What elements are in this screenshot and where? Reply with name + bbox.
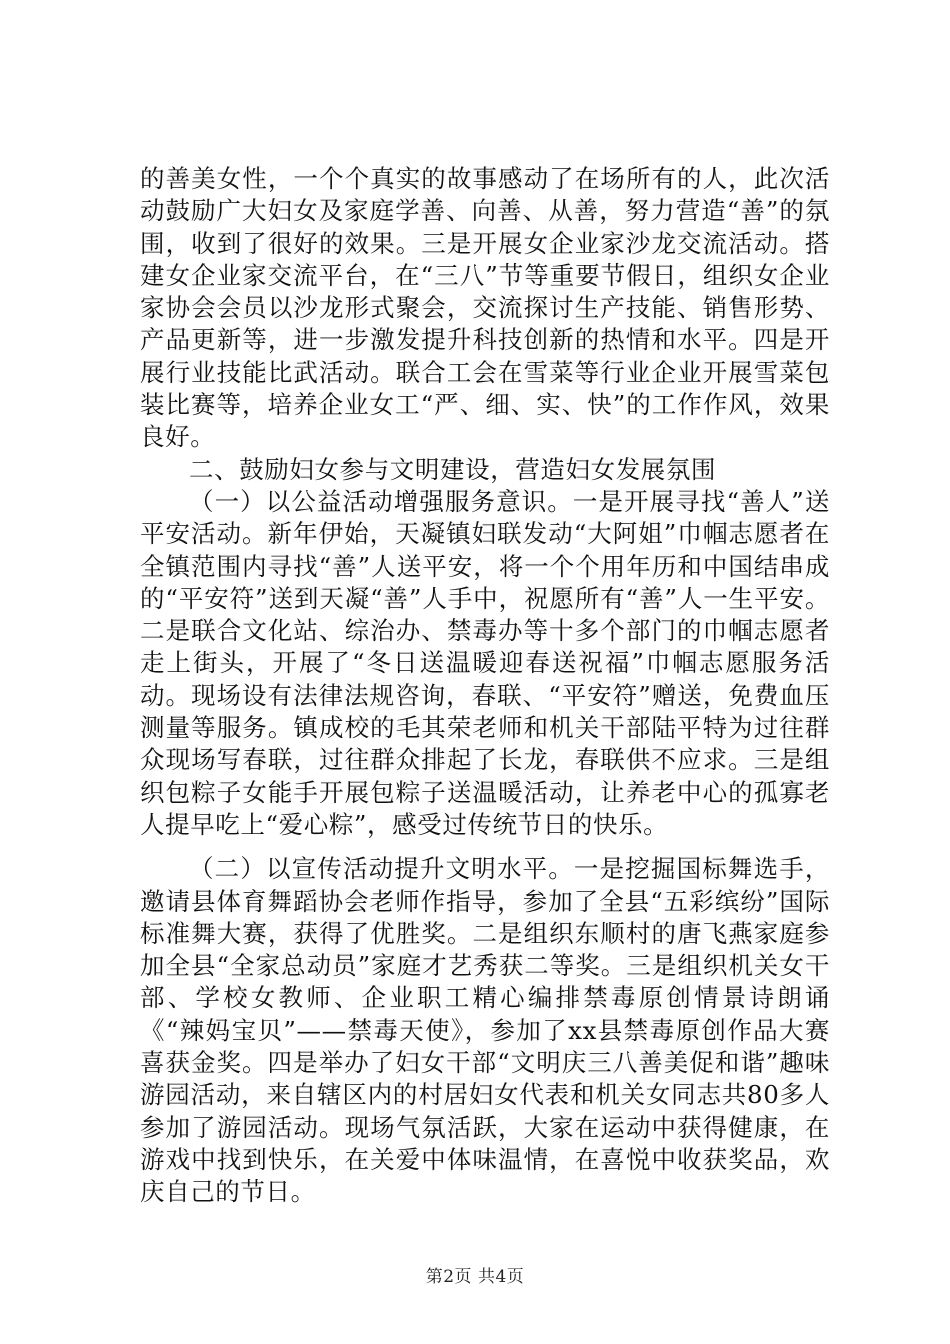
page-footer: 第2页 共4页	[425, 1267, 525, 1287]
section-heading: 二、鼓励妇女参与文明建设，营造妇女发展氛围	[189, 454, 717, 484]
paragraph-continuation: 的善美女性，一个个真实的故事感动了在场所有的人，此次活动鼓励广大妇女及家庭学善、向善、从善，努力营造“善”的氛围，收到了很好的效果。三是开展女企业家沙龙交流活动。搭建女企业家交流平台，在“三八”节等重要节假日，组织女企业家协会会员以沙龙形式聚会，交流探讨生产技能、销售形势、产品更新等，进一步激发提升科技创新的热情和水平。四是开展行业技能比武活动。联合工会在雪菜等行业企业开展雪菜包装比赛等，培养企业女工“严、细、实、快”的工作作风，效果良好。	[140, 164, 830, 452]
paragraph-public-welfare: （一）以公益活动增强服务意识。一是开展寻找“善人”送平安活动。新年伊始，天凝镇妇联发动“大阿姐”巾帼志愿者在全镇范围内寻找“善”人送平安，将一个个用年历和中国结串成的“平安符”送到天凝“善”人手中，祝愿所有“善”人一生平安。二是联合文化站、综治办、禁毒办等十多个部门的巾帼志愿者走上街头，开展了“冬日送温暖迎春送祝福”巾帼志愿服务活动。现场设有法律法规咨询，春联、“平安符”赠送，免费血压测量等服务。镇成校的毛其荣老师和机关干部陆平特为过往群众现场写春联，过往群众排起了长龙，春联供不应求。三是组织包粽子女能手开展包粽子送温暖活动，让养老中心的孤寡老人提早吃上“爱心粽”，感受过传统节日的快乐。	[140, 486, 830, 839]
document-body	[140, 163, 830, 1209]
paragraph-publicity: （二）以宣传活动提升文明水平。一是挖掘国标舞选手，邀请县体育舞蹈协会老师作指导，参加了全县“五彩缤纷”国际标准舞大赛，获得了优胜奖。二是组织东顺村的唐飞燕家庭参加全县“全家总动员”家庭才艺秀获二等奖。三是组织机关女干部、学校女教师、企业职工精心编排禁毒原创情景诗朗诵《“辣妈宝贝”——禁毒天使》，参加了xx县禁毒原创作品大赛喜获金奖。四是举办了妇女干部“文明庆三八善美促和谐”趣味游园活动，来自辖区内的村居妇女代表和机关女同志共80多人参加了游园活动。现场气氛活跃，大家在运动中获得健康，在游戏中找到快乐，在关爱中体味温情，在喜悦中收获奖品，欢庆自己的节日。	[140, 854, 830, 1207]
